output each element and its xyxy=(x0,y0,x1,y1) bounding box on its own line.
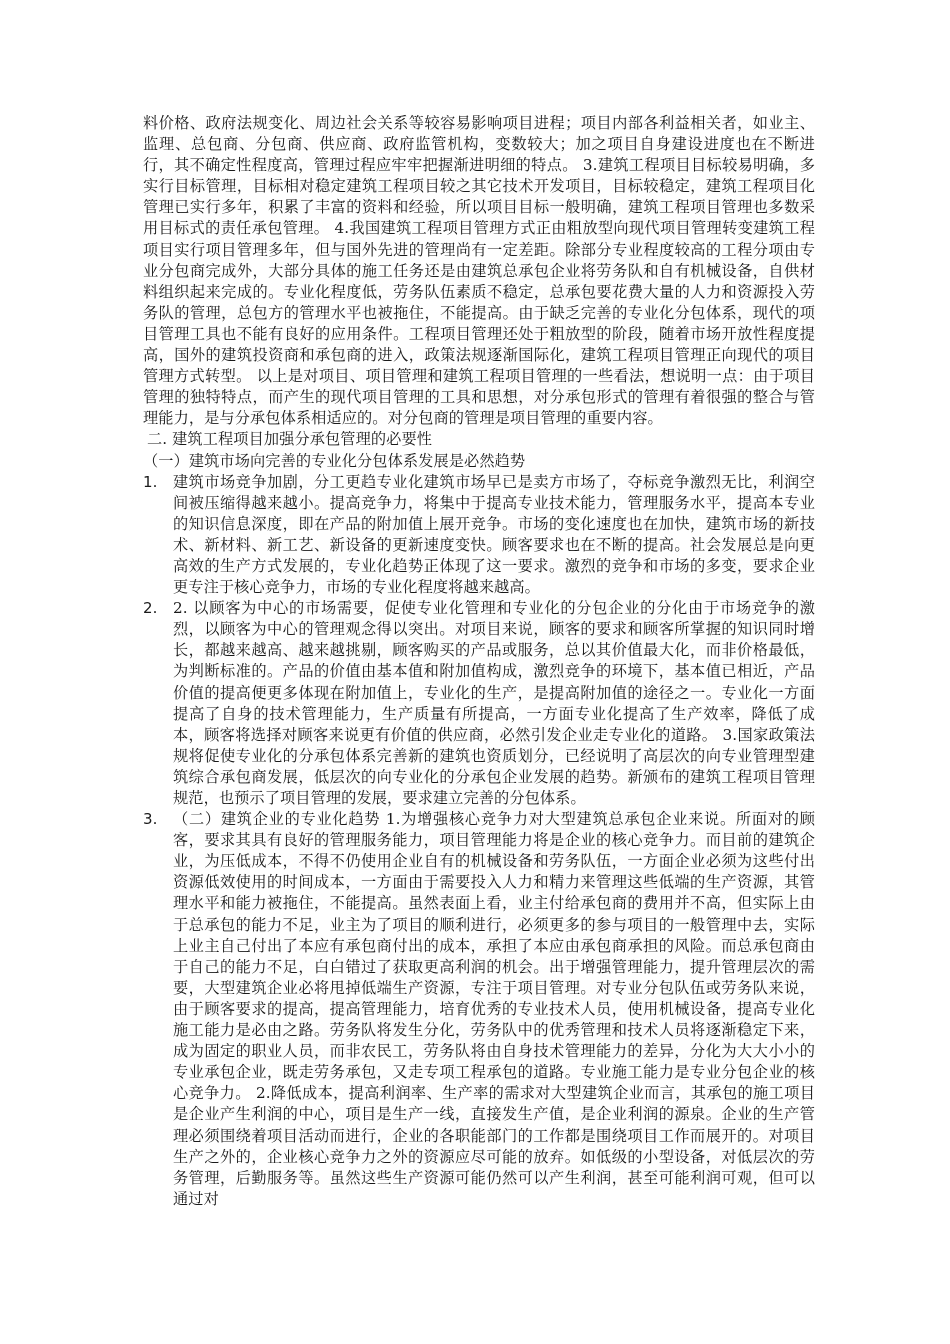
list-item-number: 1. xyxy=(143,472,158,491)
list-item xyxy=(143,809,815,1210)
list-item-number: 2. xyxy=(143,599,158,618)
numbered-list xyxy=(143,472,815,1210)
list-item-text: （二）建筑企业的专业化趋势 1.为增强核心竞争力对大型建筑总承包企业来说。所面对的顾客，要求其具有良好的管理服务能力，项目管理能力将是企业的核心竞争力。而目前的建筑企业，为压低成本，不得不仍使用企业自有的机械设备和劳务队伍，一方面企业必须为这些付出资源低效使用的时间成本，一方面由于需要投入人力和精力来管理这些低端的生产资源，其管理水平和能力被拖住，不能提高。虽然表面上看，业主付给承包商的费用并不高，但实际上由于总承包的能力不足，业主为了项目的顺利进行，必须更多的参与项目的一般管理中去，实际上业主自己付出了本应有承包商付出的成本，承担了本应由承包商承担的风险。而总承包商由于自己的能力不足，白白错过了获取更高利润的机会。出于增强管理能力，提升管理层次的需要，大型建筑企业必将甩掉低端生产资源，专注于项目管理。对专业分包队伍或劳务队来说，由于顾客要求的提高，提高管理能力，培育优秀的专业技术人员，使用机械设备，提高专业化施工能力是必由之路。劳务队将发生分化，劳务队中的优秀管理和技术人员将逐渐稳定下来，成为固定的职业人员，而非农民工，劳务队将由自身技术管理能力的差异，分化为大大小小的专业承包企业，既走劳务承包，又走专项工程承包的道路。专业施工能力是专业分包企业的核心竞争力。 2.降低成本，提高利润率、生产率的需求对大型建筑企业而言，其承包的施工项目是企业产生利润的中心，项目是生产一线，直接发生产值，是企业利润的源泉。企业的生产管理必须围绕着项目活动而进行，企业的各职能部门的工作都是围绕项目工作而展开的。对项目生产之外的，企业核心竞争力之外的资源应尽可能的放弃。如低级的小型设备，对低层次的劳务管理，后勤服务等。虽然这些生产资源可能仍然可以产生利润，甚至可能利润可观，但可以通过对 xyxy=(173,810,815,1208)
list-item-text: 建筑市场竞争加剧，分工更趋专业化建筑市场早已是卖方市场了，夺标竞争激烈无比，利润空间被压缩得越来越小。提高竞争力，将集中于提高专业技术能力，管理服务水平，提高本专业的知识信息深度，即在产品的附加值上展开竞争。市场的变化速度也在加快，建筑市场的新技术、新材料、新工艺、新设备的更新速度变快。顾客要求也在不断的提高。社会发展总是向更高效的生产方式发展的，专业化趋势正体现了这一要求。激烈的竞争和市场的多变，要求企业更专注于核心竞争力，市场的专业化程度将越来越高。 xyxy=(173,472,815,597)
list-item xyxy=(143,598,815,809)
list-item-number: 3. xyxy=(143,810,158,829)
list-item-text: 2. 以顾客为中心的市场需要，促使专业化管理和专业化的分包企业的分化由于市场竞争的激烈，以顾客为中心的管理观念得以突出。对项目来说，顾客的要求和顾客所掌握的知识同时增长，都越来越高、越来越挑剔，顾客购买的产品或服务，总以其价值最大化，而非价格最低，为判断标准的。产品的价值由基本值和附加值构成，激烈竞争的环境下，基本值已相近，产品价值的提高便更多体现在附加值上，专业化的生产，是提高附加值的途径之一。专业化一方面提高了自身的技术管理能力，生产质量有所提高，一方面专业化提高了生产效率，降低了成本，顾客将选择对顾客来说更有价值的供应商，必然引发企业走专业化的道路。 3.国家政策法规将促使专业化的分承包体系完善新的建筑也资质划分，已经说明了高层次的向专业管理型建筑综合承包商发展，低层次的向专业化的分承包企业发展的趋势。新颁布的建筑工程项目管理规范，也预示了项目管理的发展，要求建立完善的分包体系。 xyxy=(173,599,815,807)
document-page xyxy=(143,113,815,1210)
intro-paragraph: 料价格、政府法规变化、周边社会关系等较容易影响项目进程；项目内部各利益相关者，如业主、监理、总包商、分包商、供应商、政府监管机构，变数较大；加之项目自身建设进度也在不断进行，其不确定性程度高，管理过程应牢牢把握渐进明细的特点。 3.建筑工程项目目标较易明确，多实行目标管理，目标相对稳定建筑工程项目较之其它技术开发项目，目标较稳定，建筑工程项目化管理已实行多年，积累了丰富的资料和经验，所以项目目标一般明确，建筑工程项目管理也多数采用目标式的责任承包管理。 4.我国建筑工程项目管理方式正由粗放型向现代项目管理转变建筑工程项目实行项目管理多年，但与国外先进的管理尚有一定差距。除部分专业程度较高的工程分项由专业分包商完成外，大部分具体的施工任务还是由建筑总承包企业将劳务队和自有机械设备，自供材料组织起来完成的。专业化程度低，劳务队伍素质不稳定，总承包要花费大量的人力和资源投入劳务队的管理，总包方的管理水平也被拖住，不能提高。由于缺乏完善的专业化分包体系，现代的项目管理工具也不能有良好的应用条件。工程项目管理还处于粗放型的阶段，随着市场开放性程度提高，国外的建筑投资商和承包商的进入，政策法规逐渐国际化，建筑工程项目管理正向现代的项目管理方式转型。 以上是对项目、项目管理和建筑工程项目管理的一些看法，想说明一点：由于项目管理的独特特点，而产生的现代项目管理的工具和思想，对分承包形式的管理有着很强的整合与管理能力，是与分承包体系相适应的。对分包商的管理是项目管理的重要内容。 xyxy=(143,114,815,428)
subsection-heading: （一）建筑市场向完善的专业化分包体系发展是必然趋势 xyxy=(143,451,526,470)
list-item xyxy=(143,472,815,599)
section-heading: 二. 建筑工程项目加强分承包管理的必要性 xyxy=(147,430,433,449)
